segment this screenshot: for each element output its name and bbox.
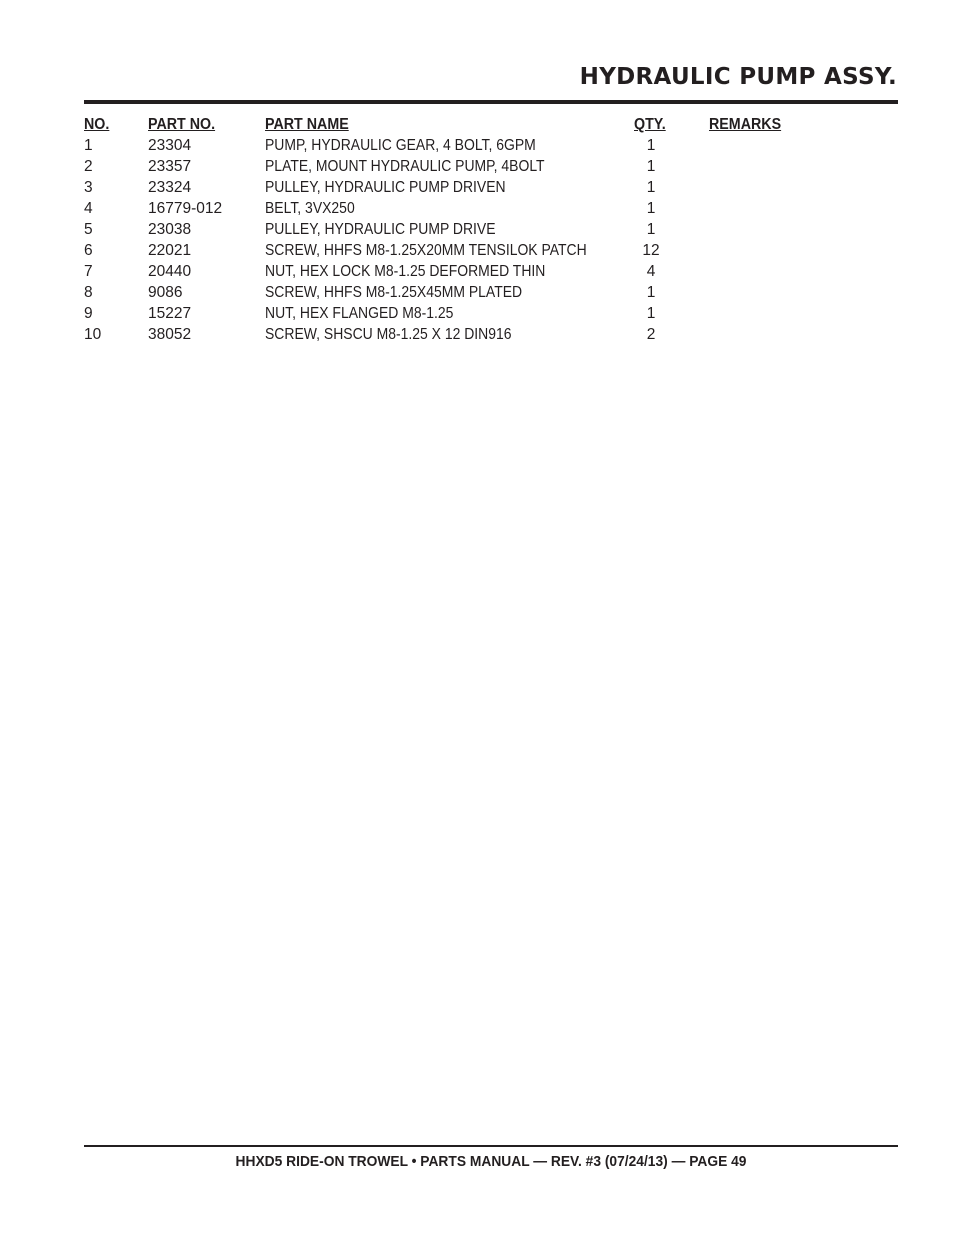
cell-part-no: 9086 <box>148 284 183 301</box>
cell-no: 6 <box>84 242 93 259</box>
cell-no: 10 <box>84 326 102 343</box>
cell-part-name: SCREW, SHSCU M8-1.25 X 12 DIN916 <box>265 326 512 343</box>
cell-qty: 1 <box>646 137 656 154</box>
cell-qty: 1 <box>646 179 656 196</box>
cell-no: 3 <box>84 179 93 196</box>
cell-qty: 2 <box>646 326 656 343</box>
parts-table <box>84 114 884 345</box>
cell-part-name: PULLEY, HYDRAULIC PUMP DRIVE <box>265 221 496 238</box>
cell-part-name: SCREW, HHFS M8-1.25X20MM TENSILOK PATCH <box>265 242 587 259</box>
cell-part-name: PULLEY, HYDRAULIC PUMP DRIVEN <box>265 179 506 196</box>
cell-part-no: 38052 <box>148 326 192 343</box>
cell-no: 1 <box>84 137 93 154</box>
cell-part-no: 15227 <box>148 305 192 322</box>
cell-part-no: 20440 <box>148 263 192 280</box>
cell-part-name: PUMP, HYDRAULIC GEAR, 4 BOLT, 6GPM <box>265 137 536 154</box>
cell-no: 9 <box>84 305 93 322</box>
cell-part-no: 23357 <box>148 158 192 175</box>
cell-no: 8 <box>84 284 93 301</box>
cell-part-name: NUT, HEX LOCK M8-1.25 DEFORMED THIN <box>265 263 546 280</box>
cell-part-name: SCREW, HHFS M8-1.25X45MM PLATED <box>265 284 523 301</box>
cell-qty: 1 <box>646 221 656 238</box>
header-part-name: PART NAME <box>265 116 349 133</box>
header-no: NO. <box>84 116 110 133</box>
title-divider <box>84 100 898 104</box>
cell-part-name: NUT, HEX FLANGED M8-1.25 <box>265 305 454 322</box>
cell-no: 4 <box>84 200 93 217</box>
table-row <box>84 324 884 345</box>
cell-qty: 1 <box>646 305 656 322</box>
cell-qty: 12 <box>642 242 660 259</box>
cell-qty: 1 <box>646 200 656 217</box>
cell-no: 7 <box>84 263 93 280</box>
table-row <box>84 135 884 156</box>
header-qty: QTY. <box>634 116 666 133</box>
page-footer: HHXD5 RIDE-ON TROWEL • PARTS MANUAL — REV. #3 (07/24/13) — PAGE 49 <box>235 1153 747 1170</box>
table-row <box>84 177 884 198</box>
cell-part-no: 23324 <box>148 179 192 196</box>
cell-part-no: 23038 <box>148 221 192 238</box>
cell-no: 2 <box>84 158 93 175</box>
table-header-row <box>84 114 884 135</box>
footer-divider <box>84 1145 898 1147</box>
cell-part-no: 16779-012 <box>148 200 223 217</box>
header-part-no: PART NO. <box>148 116 216 133</box>
table-row <box>84 219 884 240</box>
page-title: HYDRAULIC PUMP ASSY. <box>579 64 897 90</box>
cell-part-no: 23304 <box>148 137 192 154</box>
cell-part-name: BELT, 3VX250 <box>265 200 355 217</box>
cell-qty: 1 <box>646 284 656 301</box>
cell-part-no: 22021 <box>148 242 192 259</box>
cell-part-name: PLATE, MOUNT HYDRAULIC PUMP, 4BOLT <box>265 158 545 175</box>
table-row <box>84 240 884 261</box>
table-row <box>84 198 884 219</box>
cell-qty: 4 <box>646 263 656 280</box>
table-row <box>84 282 884 303</box>
cell-no: 5 <box>84 221 93 238</box>
table-row <box>84 261 884 282</box>
table-row <box>84 303 884 324</box>
header-remarks: REMARKS <box>709 116 782 133</box>
table-row <box>84 156 884 177</box>
cell-qty: 1 <box>646 158 656 175</box>
